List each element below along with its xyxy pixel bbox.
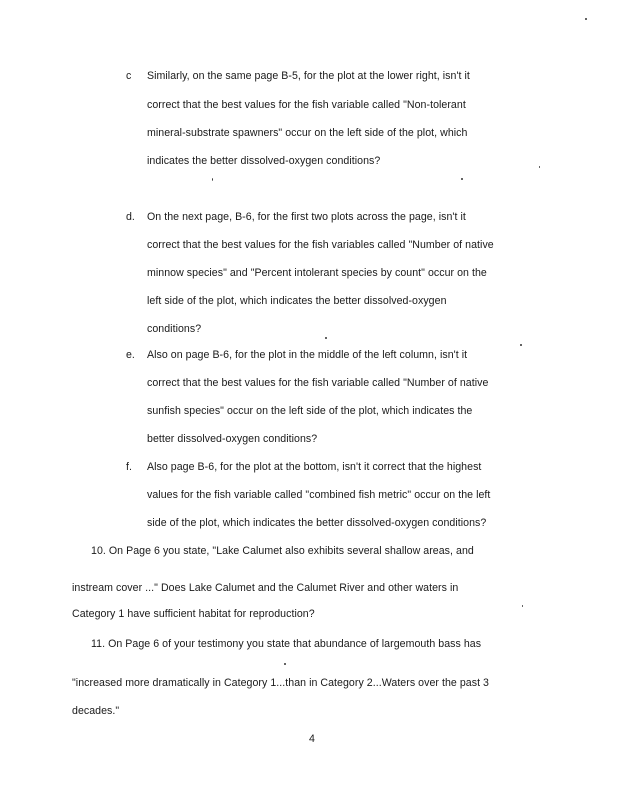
- scan-speck: [284, 663, 286, 665]
- question-11-line-2: "increased more dramatically in Category 1...than in Category 2...Waters over the past 3: [72, 677, 489, 689]
- scan-speck: [539, 166, 540, 168]
- page-number: 4: [309, 733, 315, 745]
- item-d-line-5: conditions?: [147, 323, 202, 335]
- question-10-line-1: 10. On Page 6 you state, "Lake Calumet also exhibits several shallow areas, and: [91, 545, 474, 557]
- item-e-line-2: correct that the best values for the fish variable called "Number of native: [147, 377, 489, 389]
- question-11-line-3: decades.": [72, 705, 120, 717]
- item-e-line-4: better dissolved-oxygen conditions?: [147, 433, 318, 445]
- scan-speck: [212, 178, 213, 181]
- item-d-line-3: minnow species" and "Percent intolerant species by count" occur on the: [147, 267, 487, 279]
- item-d-marker: d.: [126, 211, 135, 223]
- item-c-marker: c: [126, 70, 132, 82]
- item-c-line-3: mineral-substrate spawners" occur on the left side of the plot, which: [147, 127, 468, 139]
- item-d-line-4: left side of the plot, which indicates the better dissolved-oxygen: [147, 295, 447, 307]
- scan-speck: [520, 344, 522, 346]
- scan-speck: [461, 178, 463, 180]
- item-e-marker: e.: [126, 349, 135, 361]
- scan-speck: [325, 337, 327, 339]
- item-f-marker: f.: [126, 461, 132, 473]
- item-f-line-1: Also page B-6, for the plot at the bottom, isn't it correct that the highest: [147, 461, 482, 473]
- question-10-line-3: Category 1 have sufficient habitat for reproduction?: [72, 608, 315, 620]
- item-c-line-4: indicates the better dissolved-oxygen conditions?: [147, 155, 381, 167]
- item-d-line-1: On the next page, B-6, for the first two plots across the page, isn't it: [147, 211, 466, 223]
- question-11-line-1: 11. On Page 6 of your testimony you state that abundance of largemouth bass has: [91, 638, 482, 650]
- question-10-line-2: instream cover ..." Does Lake Calumet and the Calumet River and other waters in: [72, 582, 459, 594]
- scan-speck: [522, 605, 523, 607]
- scan-speck: [585, 18, 587, 20]
- item-f-line-2: values for the fish variable called "combined fish metric" occur on the left: [147, 489, 491, 501]
- item-c-line-2: correct that the best values for the fish variable called "Non-tolerant: [147, 99, 466, 111]
- item-e-line-3: sunfish species" occur on the left side of the plot, which indicates the: [147, 405, 473, 417]
- item-e-line-1: Also on page B-6, for the plot in the middle of the left column, isn't it: [147, 349, 468, 361]
- item-d-line-2: correct that the best values for the fish variables called "Number of native: [147, 239, 494, 251]
- item-f-line-3: side of the plot, which indicates the better dissolved-oxygen conditions?: [147, 517, 487, 529]
- item-c-line-1: Similarly, on the same page B-5, for the plot at the lower right, isn't it: [147, 70, 470, 82]
